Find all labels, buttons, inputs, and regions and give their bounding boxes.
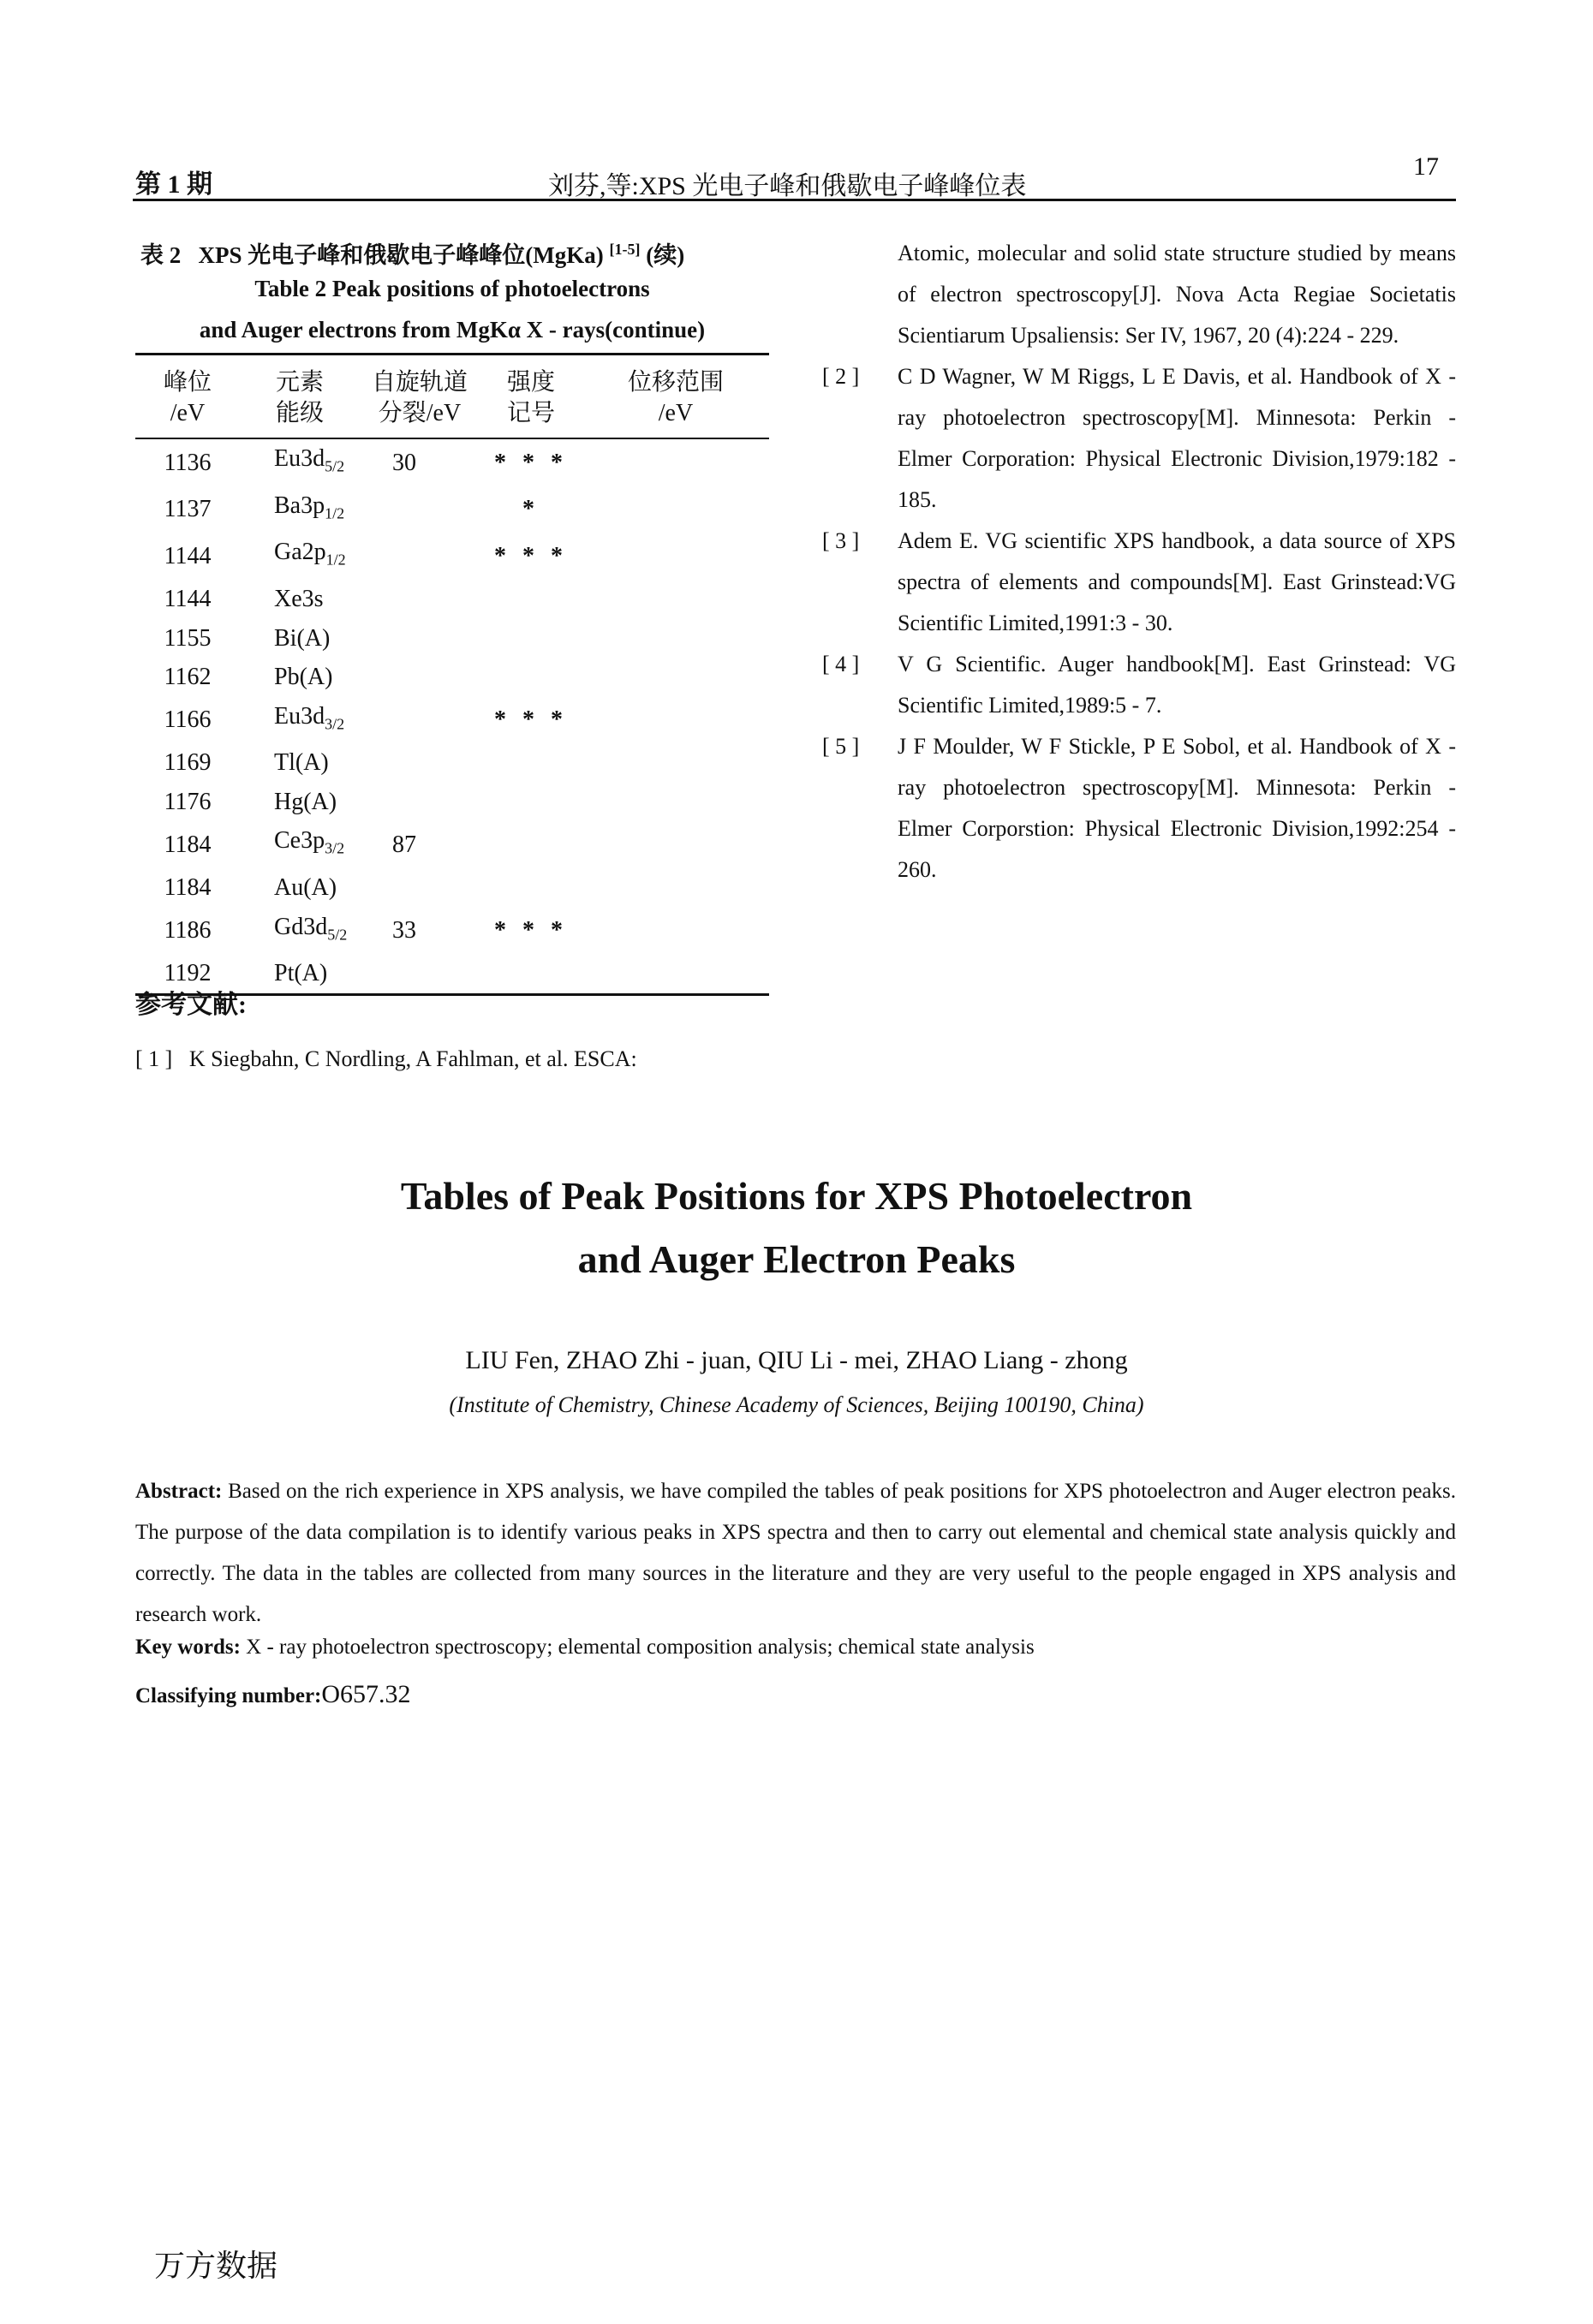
reference-1 [135,1046,637,1072]
cell-shift [582,908,769,955]
cell-level: Bi(A) [274,624,331,652]
cell-level: $Gd3d_{5/2}$ [274,913,348,944]
cell-intensity [480,580,582,619]
reference-1-continued: Atomic, molecular and solid state structure studied by means of electron spectroscopy[J]. Nova Acta Regiae Societatis Scientiarum Upsaliensis: Ser IV, 1967, 20 (4):224 - 229. [898,241,1456,348]
cell-split [360,783,480,822]
cell-split [360,486,480,533]
cell-shift [582,954,769,994]
cell-intensity [480,954,582,994]
cell-peak: 1162 [164,664,212,691]
abstract-text: Based on the rich experience in XPS analysis, we have compiled the tables of peak positions for XPS photoelectron and Auger electron peaks. The purpose of the data compilation is to identify various peaks in XPS spectra and then to carry out elemental and chemical state analysis quickly and correctly. The data in the tables are collected from many sources in the literature and they are very useful to the people engaged in XPS analysis and research work. [135,1480,1457,1626]
cell-split [360,868,480,908]
cell-split: 87 [392,831,416,859]
cell-split: 33 [392,917,416,944]
table-caption-en-2: and Auger electrons from MgKα X - rays(continue) [199,317,706,343]
classify-value: O657.32 [321,1680,411,1708]
header-rule [133,199,1456,201]
abstract-label: Abstract: [135,1480,223,1503]
cell-peak: 1186 [164,917,212,944]
cell-peak: 1169 [164,749,212,777]
cell-level: Pb(A) [274,664,333,691]
reference-number: [ 5 ] [822,734,860,759]
reference-text: K Siegbahn, C Nordling, A Fahlman, et al. ESCA: [188,1046,637,1071]
cell-split [360,743,480,783]
reference-text: J F Moulder, W F Stickle, P E Sobol, et al. Handbook of X - ray photoelectron spectroscopy[M]. Minnesota: Perkin - Elmer Corporstion: Physical Electronic Division,1992:254 - 260. [898,734,1456,882]
table-row [135,533,769,580]
table-row [135,486,769,533]
affiliation: (Institute of Chemistry, Chinese Academy of Sciences, Beijing 100190, China) [449,1392,1144,1417]
table-row [135,868,769,908]
cell-intensity: * * * [494,542,568,569]
cell-intensity: * [522,496,540,523]
cell-intensity: * * * [494,449,568,476]
cell-level: Xe3s [274,586,324,613]
table-body [135,438,769,994]
keywords [135,1636,1035,1660]
issue-label: 第 1 期 [135,170,212,199]
reference-item [822,726,1456,891]
cell-level: Pt(A) [240,954,360,994]
cell-shift [582,783,769,822]
reference-text: Adem E. VG scientific XPS handbook, a data source of XPS spectra of elements and compounds[M]. East Grinstead:VG Scientific Limited,1991:3 - 30. [898,528,1456,635]
col-header: 元素 能级 [240,355,360,439]
table-row [135,783,769,822]
cell-peak: 1144 [164,542,212,569]
reference-number: [ 3 ] [822,528,860,553]
cell-shift [582,868,769,908]
table-row [135,618,769,658]
cell-peak: 1166 [164,706,212,734]
abstract [135,1471,1456,1636]
cell-shift [582,821,769,868]
cell-peak: 1137 [164,496,212,523]
cell-shift [582,618,769,658]
cell-peak: 1184 [164,874,212,902]
table-caption-cn [135,236,774,270]
cell-intensity [480,821,582,868]
col-header: 峰位 /eV [135,355,240,439]
cell-shift [582,486,769,533]
cell-split [360,954,480,994]
cell-peak: 1184 [164,831,212,859]
article-title [0,1165,1593,1291]
cell-peak: 1155 [164,624,212,652]
cell-level: $Ce3p_{3/2}$ [274,827,345,857]
cell-intensity [480,783,582,822]
reference-text: C D Wagner, W M Riggs, L E Davis, et al. Handbook of X - ray photoelectron spectroscopy[M]. Minnesota: Perkin - Elmer Corporation: Physical Electronic Division,1979:182 - 185. [898,364,1456,512]
page-number: 17 [1413,152,1439,181]
cell-intensity [480,743,582,783]
reference-item [822,644,1456,726]
keywords-text: X - ray photoelectron spectroscopy; elemental composition analysis; chemical state analysis [246,1636,1035,1659]
table-caption-cn-label: 表 2 [140,242,182,268]
col-header: 位移范围 /eV [582,355,769,439]
table-caption-cn-text: XPS 光电子峰和俄歇电子峰峰位(MgKa) [198,242,604,268]
keywords-label: Key words: [135,1636,241,1659]
cell-split [360,580,480,619]
table-caption-cn-suffix: (续) [646,242,685,268]
cell-intensity: * * * [494,706,568,734]
cell-level: Au(A) [274,874,337,902]
title-line-2: and Auger Electron Peaks [577,1237,1016,1281]
cell-intensity [480,618,582,658]
cell-shift [582,533,769,580]
cell-peak: 1176 [164,789,212,816]
cell-intensity [480,868,582,908]
references-title: 参考文献: [135,991,247,1019]
cell-intensity: * * * [494,917,568,944]
reference-number: [ 4 ] [822,652,860,676]
cell-peak: 1136 [164,449,212,476]
cell-split [360,697,480,744]
table-row [135,658,769,697]
reference-item [822,356,1456,521]
title-line-1: Tables of Peak Positions for XPS Photoelectron [400,1174,1193,1218]
reference-list [822,356,1456,891]
references-right-column [822,233,1456,891]
reference-number: [ 1 ] [135,1046,173,1071]
table-row [135,580,769,619]
cell-level: Hg(A) [274,789,337,816]
table-row [135,821,769,868]
cell-split: 30 [392,449,416,476]
table-row [135,743,769,783]
cell-shift [582,438,769,486]
classifying-number [135,1680,411,1709]
reference-number: [ 2 ] [822,364,860,389]
col-header: 自旋轨道 分裂/eV [360,355,480,439]
cell-shift [582,658,769,697]
cell-split [360,618,480,658]
cell-split [360,533,480,580]
col-header: 强度 记号 [480,355,582,439]
cell-level: Tl(A) [274,749,329,777]
running-title: 刘芬,等:XPS 光电子峰和俄歇电子峰峰位表 [548,172,1027,200]
cell-level: $Eu3d_{5/2}$ [274,445,345,475]
table-caption-en-1: Table 2 Peak positions of photoelectrons [254,276,650,301]
cell-level: $Eu3d_{3/2}$ [274,702,345,733]
cell-level: $Ga2p_{1/2}$ [274,539,346,569]
cell-shift [582,743,769,783]
cell-level: $Ba3p_{1/2}$ [274,492,345,522]
authors: LIU Fen, ZHAO Zhi - juan, QIU Li - mei, ZHAO Liang - zhong [465,1346,1128,1374]
cell-shift [582,697,769,744]
table-row [135,438,769,486]
classify-label: Classifying number: [135,1684,322,1707]
table-header-row [135,355,769,439]
table-row [135,697,769,744]
footer-watermark: 万方数据 [154,2249,278,2284]
cell-split [360,658,480,697]
reference-item [822,521,1456,644]
peak-table [135,353,769,996]
cell-shift [582,580,769,619]
table-caption-cn-ref: [1-5] [609,241,641,258]
cell-peak: 1144 [164,586,212,613]
table-row [135,908,769,955]
cell-intensity [480,658,582,697]
cell-peak: 1192 [135,954,240,994]
reference-text: V G Scientific. Auger handbook[M]. East Grinstead: VG Scientific Limited,1989:5 - 7. [898,652,1456,718]
